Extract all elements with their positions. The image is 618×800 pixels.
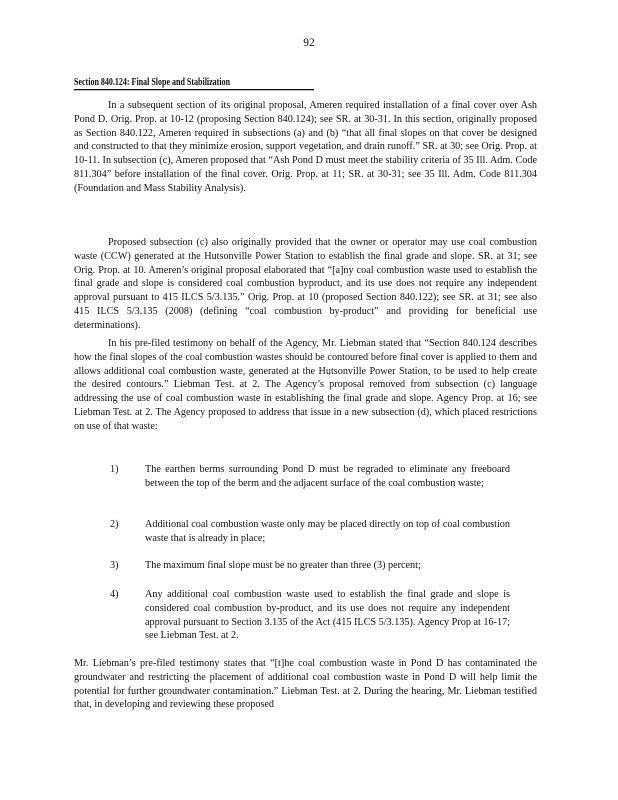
list-item-number: 4) <box>110 589 119 600</box>
list-item-text: Any additional coal combustion waste used to establish the final grade and slope is considered coal combustion by-product, and its use does not require any independent approval pursuant to Section 3.135 of the Act (415 ILCS 5/3.135). Agency Prop at 16-17; see Liebman Test. at 2. <box>145 589 510 642</box>
list-item-text: The earthen berms surrounding Pond D must be regraded to eliminate any freeboard between the top of the berm and the adjacent surface of the coal combustion waste; <box>145 464 510 489</box>
paragraph-2: Proposed subsection (c) also originally provided that the owner or operator may use coal combustion waste (CCW) generated at the Hutsonville Power Station to establish the final grade and slope. SR. at 31; see Orig. Prop. at 10. Ameren’s original proposal elaborated that “[a]ny coal combustion waste used to establish the final grade and slope is considered coal combustion byproduct, and its use does not require any independent approval pursuant to 415 ILCS 5/3.135.” Orig. Prop. at 10 (proposed Section 840.122); see SR. at 31; see also 415 ILCS 5/3.135 (2008) (defining “coal combustion by-product” and providing for beneficial use determinations). <box>74 237 537 331</box>
paragraph-1: In a subsequent section of its original proposal, Ameren required installation of a final cover over Ash Pond D. Orig. Prop. at 10-12 (proposing Section 840.124); see SR. at 30-31. In this section, originally proposed as Section 840.122, Ameren required in subsections (a) and (b) “that all final slopes on that cover be designed and constructed to that they minimize erosion, support vegetation, and drain runoff.” SR. at 30; see Orig. Prop. at 10-11. In subsection (c), Ameren proposed that “Ash Pond D must meet the stability criteria of 35 Ill. Adm. Code 811.304” before installation of the final cover. Orig. Prop. at 11; SR. at 30-31; see 35 Ill. Adm. Code 811.304 (Foundation and Mass Stability Analysis). <box>74 100 537 194</box>
paragraph-3: In his pre-filed testimony on behalf of the Agency, Mr. Liebman stated that “Section 840.124 describes how the final slopes of the coal combustion wastes should be contoured before final cover is applied to them and allows additional coal combustion waste, generated at the Hutsonville Power Station, to be used to help create the desired contours.” Liebman Test. at 2. The Agency’s proposal removed from subsection (c) language addressing the use of coal combustion waste in establishing the final grade and slope. Agency Prop. at 16; see Liebman Test. at 2. The Agency proposed to address that issue in a new subsection (d), which placed restrictions on use of that waste: <box>74 338 537 432</box>
list-item-number: 1) <box>110 464 119 475</box>
section-heading: Section 840.124: Final Slope and Stabilization <box>74 76 314 90</box>
list-item-text: The maximum final slope must be no greater than three (3) percent; <box>145 560 421 571</box>
list-item-text: Additional coal combustion waste only may be placed directly on top of coal combustion waste that is already in place; <box>145 519 510 544</box>
list-item-number: 3) <box>110 560 119 571</box>
list-item-number: 2) <box>110 519 119 530</box>
page-number: 92 <box>303 37 315 49</box>
closing-paragraph: Mr. Liebman’s pre-filed testimony states that “[t]he coal combustion waste in Pond D has contaminated the groundwater and restricting the placement of additional coal combustion waste in Pond D will help limit the potential for further groundwater contamination.” Liebman Test. at 2. During the hearing, Mr. Liebman testified that, in developing and reviewing these proposed <box>74 658 537 711</box>
